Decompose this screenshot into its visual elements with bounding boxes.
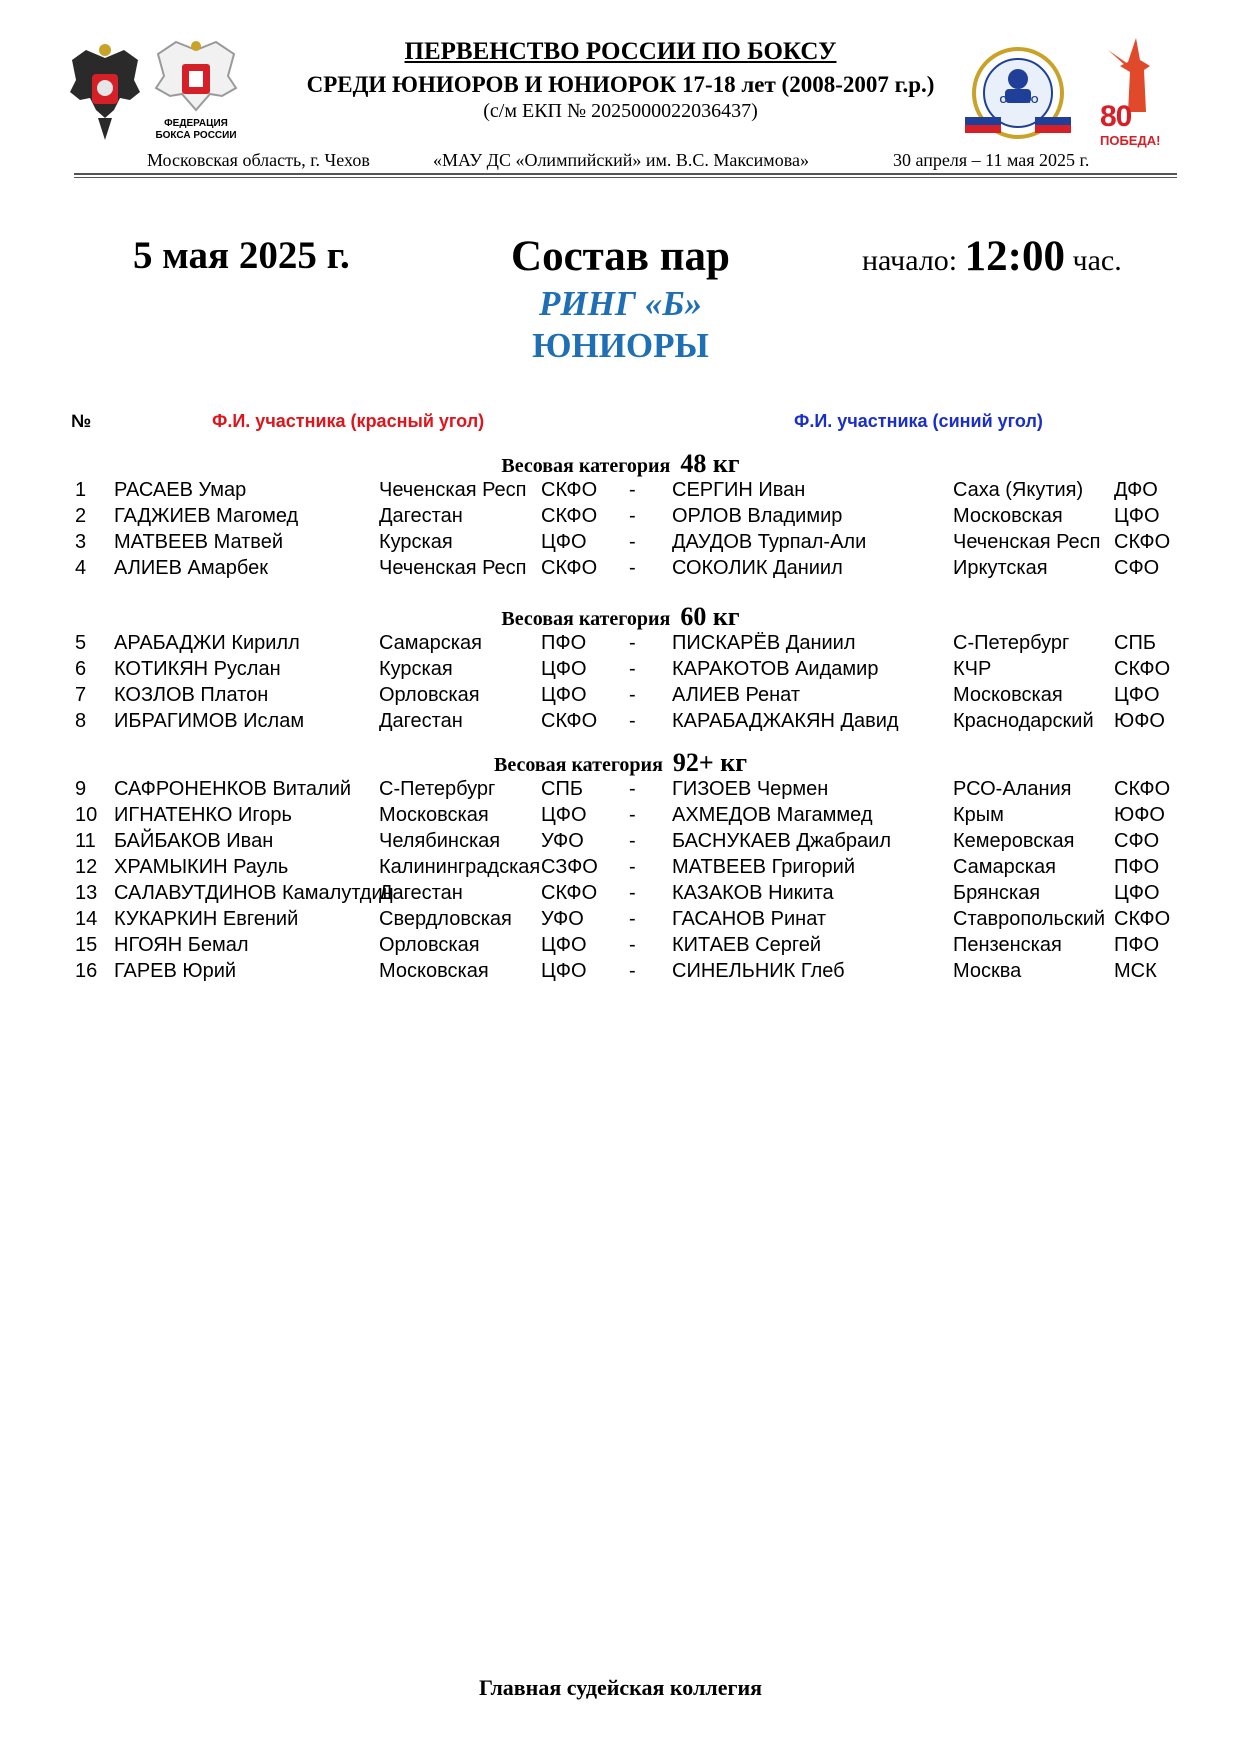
location: Московская область, г. Чехов [147,150,370,170]
blue-corner-district: ПФО [1114,934,1160,956]
weight-category-label: Весовая категория [501,455,671,477]
blue-corner-name: ГИЗОЕВ Чермен [672,778,829,800]
blue-corner-district: СКФО [1114,658,1171,680]
bout-number: 2 [75,505,87,527]
blue-corner-region: Московская [953,684,1063,706]
bout-separator: - [629,934,636,956]
bout-separator: - [629,658,636,680]
weight-category-label: Весовая категория [493,754,663,776]
blue-corner-district: ЦФО [1114,505,1160,527]
weight-category-value: 92+ кг [672,748,748,777]
blue-corner-region: Московская [953,505,1063,527]
blue-corner-region: Брянская [953,882,1041,904]
table-row [0,710,1241,736]
red-corner-name: РАСАЕВ Умар [114,479,247,501]
bout-number: 14 [75,908,98,930]
bout-number: 1 [75,479,87,501]
bout-number: 9 [75,778,87,800]
red-corner-name: БАЙБАКОВ Иван [114,830,274,852]
blue-corner-region: Кемеровская [953,830,1075,852]
bout-separator: - [629,710,636,732]
red-corner-region: С-Петербург [379,778,496,800]
red-corner-district: ЦФО [541,960,587,982]
red-corner-name: САЛАВУТДИНОВ Камалутдин [114,882,394,904]
red-corner-name: ГАРЕВ Юрий [114,960,237,982]
event-dates: 30 апреля – 11 мая 2025 г. [893,150,1090,170]
red-corner-district: ЦФО [541,531,587,553]
red-corner-district: СКФО [541,505,598,527]
red-corner-region: Чеченская Респ [379,479,527,501]
weight-category-value: 60 кг [680,602,740,631]
blue-corner-region: РСО-Алания [953,778,1072,800]
blue-corner-district: ЦФО [1114,882,1160,904]
championship-subtitle: СРЕДИ ЮНИОРОВ И ЮНИОРОК 17-18 лет (2008-2007 г.р.) [306,72,935,97]
blue-corner-name: СИНЕЛЬНИК Глеб [672,960,845,982]
table-row [0,505,1241,531]
blue-corner-region: Саха (Якутия) [953,479,1084,501]
red-corner-region: Дагестан [379,710,463,732]
red-corner-region: Калининградская [379,856,541,878]
bout-number: 3 [75,531,87,553]
championship-title: ПЕРВЕНСТВО РОССИИ ПО БОКСУ [404,38,837,65]
red-corner-district: ЦФО [541,934,587,956]
blue-corner-name: СОКОЛИК Даниил [672,557,843,579]
blue-corner-region: Чеченская Респ [953,531,1101,553]
blue-corner-region: С-Петербург [953,632,1070,654]
blue-corner-region: Москва [953,960,1022,982]
table-row [0,479,1241,505]
red-corner-name: АРАБАДЖИ Кирилл [114,632,300,654]
blue-corner-name: АЛИЕВ Ренат [672,684,800,706]
bout-number: 8 [75,710,87,732]
bout-separator: - [629,856,636,878]
blue-corner-district: ПФО [1114,856,1160,878]
bout-separator: - [629,882,636,904]
red-corner-district: СКФО [541,479,598,501]
red-corner-district: ПФО [541,632,587,654]
table-row [0,658,1241,684]
red-corner-district: ЦФО [541,804,587,826]
table-row [0,804,1241,830]
red-corner-name: КОЗЛОВ Платон [114,684,269,706]
red-corner-name: АЛИЕВ Амарбек [114,557,268,579]
blue-corner-district: СКФО [1114,531,1171,553]
red-corner-district: СЗФО [541,856,598,878]
weight-category-label: Весовая категория [501,608,671,630]
bout-number: 4 [75,557,87,579]
table-row [0,856,1241,882]
blue-corner-region: КЧР [953,658,992,680]
red-corner-name: ХРАМЫКИН Рауль [114,856,289,878]
column-header-blue-corner: Ф.И. участника (синий угол) [794,411,1043,431]
weight-category-heading [0,748,1241,778]
red-corner-name: ИБРАГИМОВ Ислам [114,710,305,732]
weight-category-heading [0,602,1241,632]
red-corner-district: УФО [541,830,584,852]
blue-corner-name: КАЗАКОВ Никита [672,882,834,904]
red-corner-region: Московская [379,960,489,982]
victory-80-number: 80 [1100,100,1132,133]
red-corner-region: Орловская [379,934,480,956]
red-corner-name: КУКАРКИН Евгений [114,908,299,930]
red-corner-district: СКФО [541,882,598,904]
blue-corner-name: ГАСАНОВ Ринат [672,908,827,930]
bout-separator: - [629,830,636,852]
bout-separator: - [629,479,636,501]
start-label: начало: [862,244,958,277]
blue-corner-name: КАРАБАДЖАКЯН Давид [672,710,899,732]
header-divider-thin [74,177,1177,178]
venue: «МАУ ДС «Олимпийский» им. В.С. Максимова» [433,150,809,170]
blue-corner-name: АХМЕДОВ Магаммед [672,804,873,826]
table-row [0,684,1241,710]
red-corner-district: СПБ [541,778,583,800]
footer-signature: Главная судейская коллегия [478,1675,763,1700]
start-time-value: 12:00 [964,233,1065,280]
red-corner-district: СКФО [541,710,598,732]
blue-corner-name: ДАУДОВ Турпал-Али [672,531,867,553]
blue-corner-region: Самарская [953,856,1056,878]
bout-number: 10 [75,804,98,826]
red-corner-region: Курская [379,658,453,680]
bout-separator: - [629,531,636,553]
blue-corner-region: Ставропольский [953,908,1106,930]
blue-corner-name: СЕРГИН Иван [672,479,806,501]
blue-corner-district: ЮФО [1114,710,1165,732]
table-row [0,830,1241,856]
header-divider [74,173,1177,175]
blue-corner-name: БАСНУКАЕВ Джабраил [672,830,891,852]
table-row [0,557,1241,583]
blue-corner-district: МСК [1114,960,1157,982]
bout-number: 13 [75,882,98,904]
weight-category-value: 48 кг [680,449,740,478]
blue-corner-district: СПБ [1114,632,1156,654]
bout-separator: - [629,684,636,706]
blue-corner-district: ЮФО [1114,804,1165,826]
blue-corner-name: КИТАЕВ Сергей [672,934,821,956]
blue-corner-district: СКФО [1114,908,1171,930]
group-label: ЮНИОРЫ [532,326,709,365]
federation-logo-text: ФЕДЕРАЦИЯ БОКСА РОССИИ [155,118,237,141]
column-header-red-corner: Ф.И. участника (красный угол) [212,411,485,431]
red-corner-region: Курская [379,531,453,553]
red-corner-name: ИГНАТЕНКО Игорь [114,804,292,826]
victory-label: ПОБЕДА! [1100,133,1161,148]
red-corner-region: Свердловская [379,908,512,930]
table-row [0,934,1241,960]
bout-separator: - [629,505,636,527]
red-corner-region: Московская [379,804,489,826]
ekp-number: (с/м ЕКП № 2025000022036437) [483,100,758,122]
red-corner-district: СКФО [541,557,598,579]
table-row [0,778,1241,804]
table-row [0,632,1241,658]
red-corner-name: МАТВЕЕВ Матвей [114,531,283,553]
red-corner-region: Дагестан [379,882,463,904]
column-header-number: № [71,411,92,431]
table-row [0,531,1241,557]
table-row [0,960,1241,986]
blue-corner-district: СКФО [1114,778,1171,800]
bout-number: 12 [75,856,98,878]
table-row [0,882,1241,908]
blue-corner-district: СФО [1114,830,1160,852]
blue-corner-region: Краснодарский [953,710,1094,732]
bout-separator: - [629,557,636,579]
red-corner-region: Самарская [379,632,482,654]
bout-separator: - [629,778,636,800]
start-time [862,232,1122,281]
blue-corner-region: Пензенская [953,934,1062,956]
bout-number: 7 [75,684,87,706]
blue-corner-name: КАРАКОТОВ Аидамир [672,658,879,680]
red-corner-district: ЦФО [541,658,587,680]
red-corner-name: НГОЯН Бемал [114,934,249,956]
red-corner-district: УФО [541,908,584,930]
blue-corner-name: ПИСКАРЁВ Даниил [672,632,856,654]
bout-number: 15 [75,934,98,956]
bout-number: 11 [75,830,96,852]
bout-number: 16 [75,960,98,982]
bout-separator: - [629,908,636,930]
blue-corner-region: Иркутская [953,557,1048,579]
page-title: Состав пар [511,233,730,280]
blue-corner-name: ОРЛОВ Владимир [672,505,843,527]
blue-corner-district: ДФО [1114,479,1158,501]
blue-corner-name: МАТВЕЕВ Григорий [672,856,856,878]
red-corner-region: Чеченская Респ [379,557,527,579]
blue-corner-district: ЦФО [1114,684,1160,706]
table-row [0,908,1241,934]
bout-separator: - [629,960,636,982]
bout-separator: - [629,804,636,826]
weight-category-heading [0,449,1241,479]
red-corner-region: Орловская [379,684,480,706]
red-corner-district: ЦФО [541,684,587,706]
blue-corner-region: Крым [953,804,1004,826]
red-corner-name: САФРОНЕНКОВ Виталий [114,778,352,800]
bout-number: 6 [75,658,87,680]
ring-label: РИНГ «Б» [539,284,702,323]
sfbmo-label: СФБМО [999,95,1039,106]
bout-number: 5 [75,632,87,654]
red-corner-region: Челябинская [379,830,501,852]
red-corner-name: ГАДЖИЕВ Магомед [114,505,299,527]
bout-separator: - [629,632,636,654]
start-unit: час. [1072,244,1122,277]
red-corner-name: КОТИКЯН Руслан [114,658,281,680]
blue-corner-district: СФО [1114,557,1160,579]
bout-date: 5 мая 2025 г. [133,234,350,277]
red-corner-region: Дагестан [379,505,463,527]
